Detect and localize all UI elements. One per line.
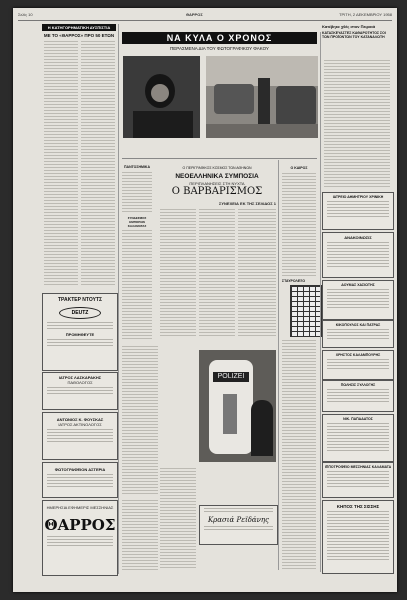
- ad-doctor-sub: ΠΑΘΟΛΟΓΟΣ: [67, 380, 93, 385]
- ad-kikopoulos: [322, 320, 394, 348]
- center-banner: ΝΑ ΚΥΛΑ Ο ΧΡΟΝΟΣ: [122, 32, 317, 44]
- ad-deutz-title: ΤΡΑΚΤΕΡ ΝΤΟΥΤΣ: [57, 297, 103, 303]
- center-rule: [122, 158, 317, 159]
- ad-radiologist-title: ΑΝΤΩΝΙΟΣ Κ. ΦΟΥΣΚΑΣ: [56, 417, 104, 422]
- deutz-logo: DEUTZ: [59, 307, 101, 319]
- left-heading: ΜΕ ΤΟ «ΘΑΡΡΟΣ» ΠΡΟ 50 ΕΤΩΝ: [43, 33, 115, 38]
- ad-polisis: [322, 380, 394, 412]
- ad-deutz: [42, 293, 118, 371]
- ad-iatreio-title: ΙΑΤΡΕΙΟ ΔΗΜΗΤΡΙΟΥ ΧΡΙΝΙΚΗ: [332, 195, 384, 199]
- ad-doumas: [322, 280, 394, 320]
- ad-anakoinosis-title: ΑΝΑΚΟΙΝΩΣΙΣ: [344, 235, 372, 240]
- ad-kipos: [322, 500, 394, 574]
- ad-doumas-title: ΔΟΥΜΑΣ ΧΑΣΙΩΤΗΣ: [341, 283, 375, 287]
- ad-deutz-lines-2: [47, 339, 113, 347]
- issue-date: ΤΡΙΤΗ, 2 ΔΕΚΕΜΒΡΙΟΥ 1958: [339, 12, 392, 17]
- ad-tharros-title: ΘΑΡΡΟΣ: [44, 516, 116, 534]
- ad-wine-title: Κρασιά Ρεϊδάνης: [207, 516, 270, 524]
- ad-photo-studio: [42, 462, 118, 498]
- ad-tharros: [42, 500, 118, 576]
- side-head: Ο ΚΑΙΡΟΣ: [290, 166, 308, 170]
- ad-wine: [199, 505, 278, 545]
- ad-iatreio: [322, 192, 394, 230]
- photo-street: [206, 56, 318, 138]
- column-rule-right: [320, 32, 321, 572]
- ad-papadatos-title: ΝΙΚ. ΠΑΠΑΔΑΤΟΣ: [343, 417, 373, 421]
- page-number: Σελίς 10: [18, 12, 33, 17]
- lead-tail: ΣΥΝΕΧΕΙΑ ΕΚ ΤΗΣ ΣΕΛΙΔΟΣ 1: [218, 201, 276, 206]
- center-subbanner: ΠΕΡΑΣΜΕΝΑ ΔΙΑ ΤΟΥ ΦΩΤΟΓΡΑΦΙΚΟΥ ΦΑΚΟΥ: [170, 46, 269, 51]
- lead-head: ΝΕΟΕΛΛΗΝΙΚΑ ΣΥΜΠΟΣΙΑ: [175, 173, 259, 180]
- ad-wine-lines: [204, 508, 273, 514]
- mini-text-4: [160, 468, 196, 568]
- right-top-head: Κατέβηκε χθές στον Πειραιά: [322, 24, 376, 29]
- ad-radiologist: [42, 412, 118, 460]
- left-text-col-b: [81, 41, 115, 287]
- ad-deutz-sub: ΠΡΟΜΗΘΕΥΤΕ: [65, 332, 95, 337]
- ad-tharros-lines: [47, 536, 113, 548]
- column-rule-center: [278, 160, 279, 570]
- ad-tharros-sub: ΗΜΕΡΗΣΙΑ ΕΦΗΜΕΡΙΣ ΜΕΣΣΗΝΙΑΣ: [46, 505, 114, 510]
- ad-doctor-lines: [47, 387, 113, 395]
- paper-name: ΘΑΡΡΟΣ: [186, 12, 203, 17]
- lead-kicker: Ο ΠΕΡΙΓΡΑΦΙΚΟΣ ΚΟΣΜΟΣ ΤΩΝ ΑΘΗΝΩΝ: [182, 166, 252, 170]
- ad-doctor: [42, 372, 118, 410]
- ad-doctor-title: ΙΑΤΡΟΣ ΛΑΣΚΑΡΑΚΗΣ: [58, 375, 102, 380]
- ad-photo-studio-title: ΦΩΤΟΓΡΑΦΕΙΟΝ ΑΣΤΕΡΙΑ: [54, 467, 106, 472]
- ad-kalampouris: [322, 350, 394, 380]
- ad-kalampouris-title: ΧΡΗΣΤΟΣ ΚΑΛΑΜΠΟΥΡΗΣ: [335, 353, 381, 357]
- left-text-col-a: [44, 41, 78, 287]
- mini-text-2: [122, 230, 152, 340]
- lead-text-3: [238, 209, 276, 337]
- ad-photo-studio-lines: [47, 474, 113, 488]
- lead-sub: ΠΕΡΙΠΛΑΝΗΣΕΙΣ ΣΤΗ ΝΥΧΤΑ: [189, 181, 245, 186]
- right-text-1: [324, 60, 390, 188]
- column-rule-left: [118, 24, 119, 574]
- ad-ippotrofeio-title: ΙΠΠΟΤΡΟΦΕΙΟ ΜΕΣΣΗΝΙΑΣ ΚΑΛΑΜΑΤΑ: [324, 465, 392, 469]
- ad-radiologist-sub: ΙΑΤΡΟΣ ΑΚΤΙΝΟΛΟΓΟΣ: [58, 422, 102, 427]
- photo-polizei: [199, 350, 276, 462]
- side-text-1: [282, 173, 316, 277]
- lead-title: Ο ΒΑΡΒΑΡΙΣΜΟΣ: [171, 186, 263, 197]
- ad-kipos-title: ΚΗΠΟΣ ΤΗΣ ΣΙΣΣΗΣ: [336, 504, 380, 509]
- ad-wine-lines-2: [204, 526, 273, 532]
- left-mini-head: ΣΥΝΔΕΣΜΟΣ ΕΜΠΟΡΩΝ ΚΑΛΑΜΑΤΑΣ: [127, 216, 147, 228]
- right-top-sub: ΚΑΤΑΣΚΕΥΑΣΤΕΣ ΚΑΘΑΡΟΤΗΤΟΣ ΣΟΙ ΤΩΝ ΠΡΟΪΟΝΤΩΝ ΤΟΥ ΚΑΤΑΝΑΛΩΤΗ: [322, 31, 386, 39]
- ad-ippotrofeio: [322, 462, 394, 498]
- page-header: [18, 12, 392, 21]
- col-head-pantosimika: ΠΑΝΤΟΣΗΜΙΚΑ: [124, 165, 150, 169]
- mini-text-5: [122, 500, 158, 570]
- ad-deutz-lines: [47, 322, 113, 330]
- ad-kikopoulos-title: ΚΙΚΟΠΟΥΛΟΣ ΚΑΙ ΠΑΤΡΑΣ: [335, 323, 381, 327]
- ad-anakoinosis: [322, 232, 394, 278]
- ad-papadatos: [322, 414, 394, 462]
- ad-polisis-title: ΠΩΛΗΣΙΣ ΣΥΛΛΟΓΗΣ: [340, 383, 376, 387]
- lead-text-1: [160, 209, 196, 337]
- side-text-2: [282, 340, 316, 570]
- photo-woman: [123, 56, 200, 138]
- crossword-title: ΣΤΑΥΡΟΛΕΞΟ: [282, 279, 306, 283]
- mini-text-1: [122, 172, 152, 212]
- ad-radiologist-lines: [47, 429, 113, 443]
- mini-text-3: [122, 346, 158, 496]
- polizei-sign: POLIZEI: [213, 372, 249, 382]
- lead-text-2: [199, 209, 235, 337]
- left-section-banner: Η ΚΑΤΗΓΟΡΗΜΑΤΙΚΗ ΔΥΣΠΙΣΤΙΑ: [42, 24, 116, 31]
